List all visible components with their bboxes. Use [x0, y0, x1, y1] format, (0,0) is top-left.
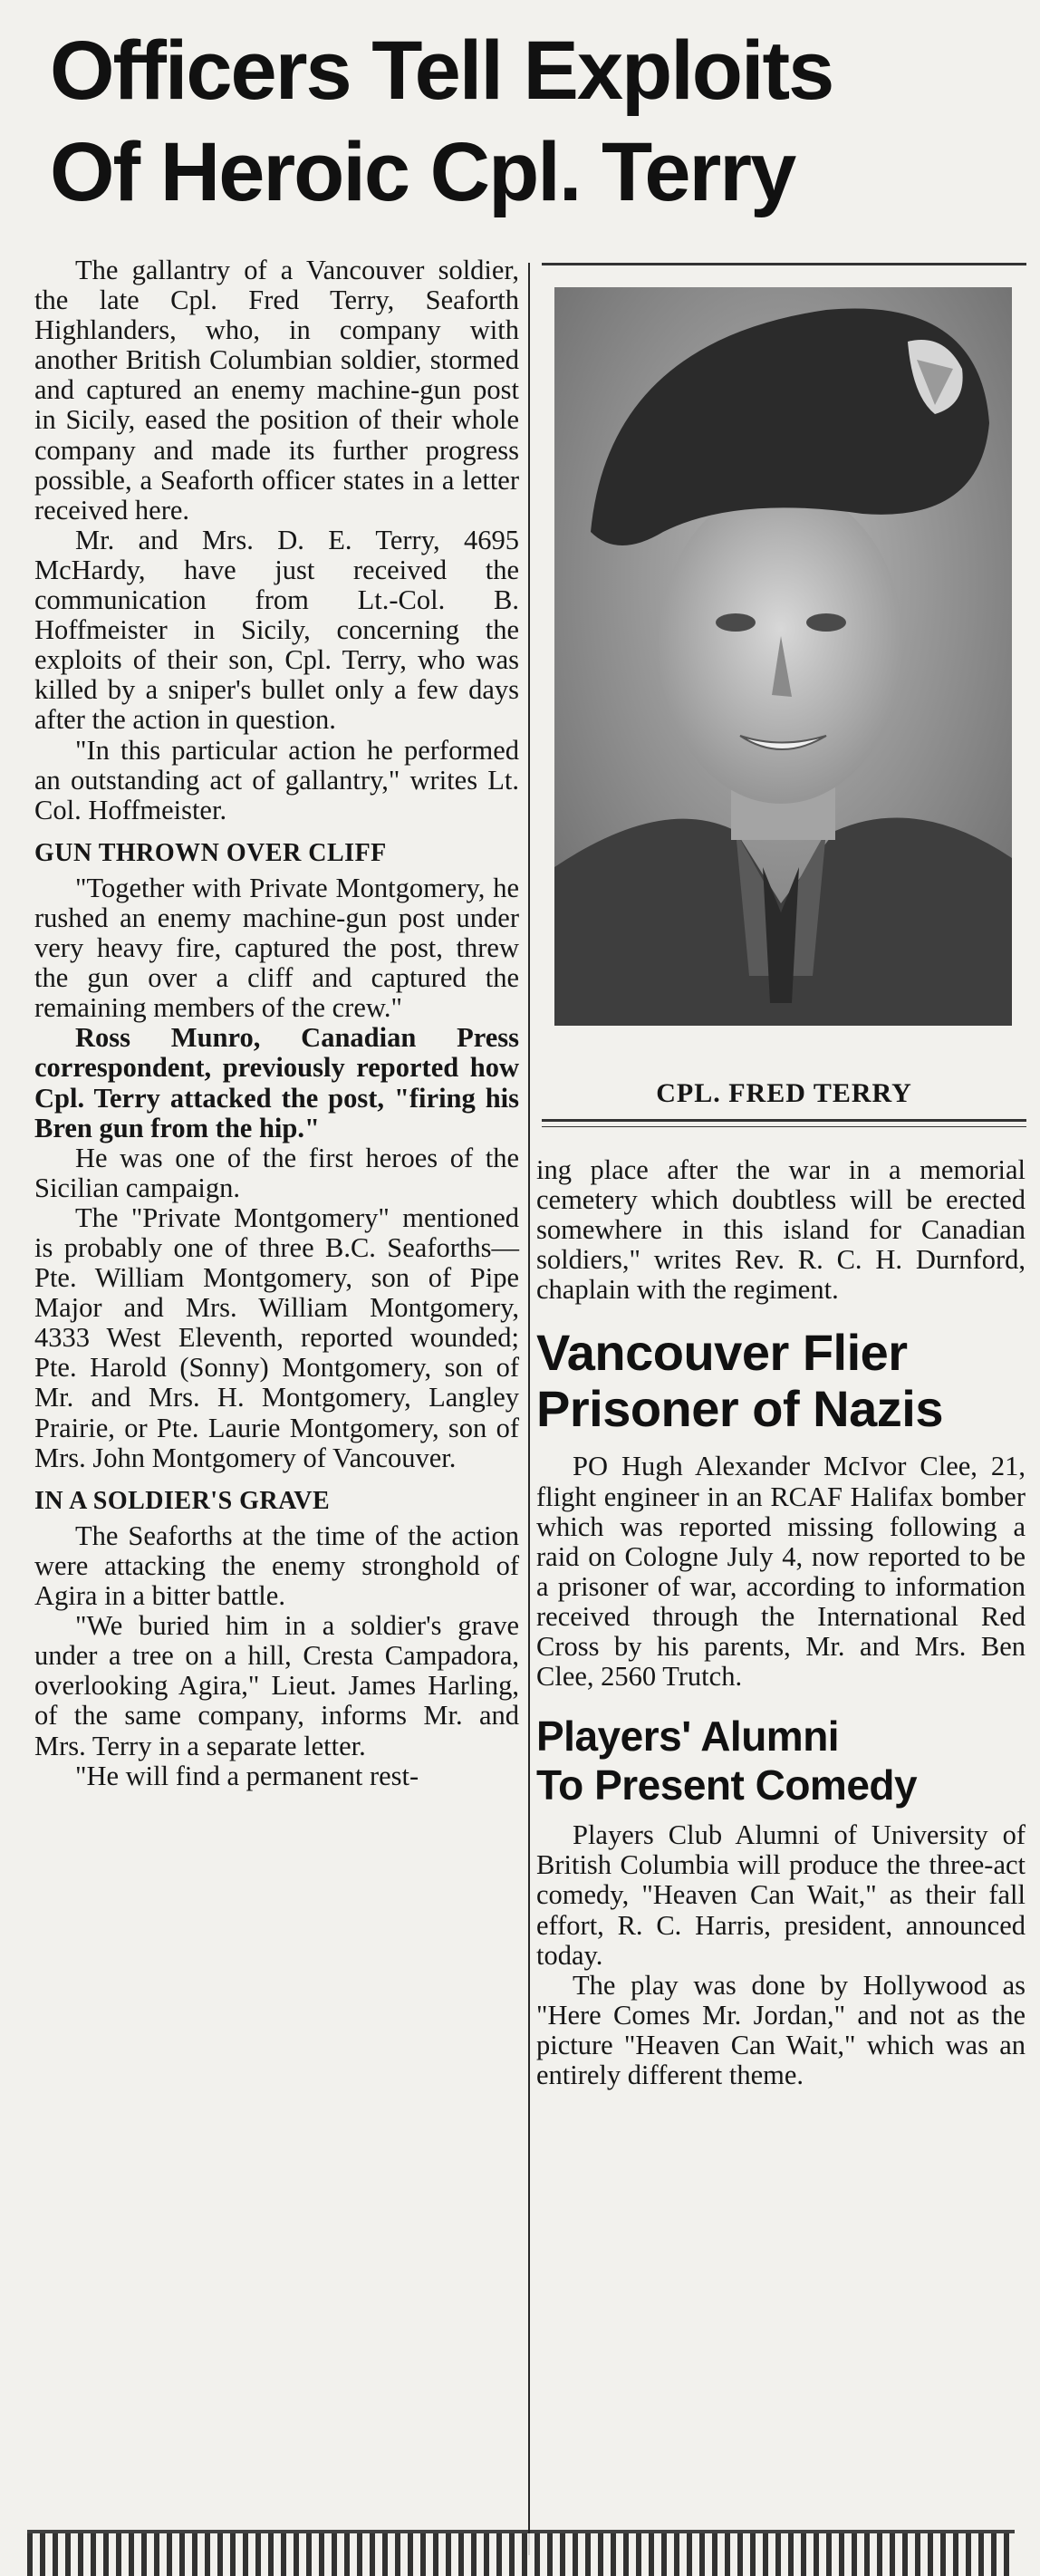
- main-story-paragraph: "In this particular action he performed an outstanding act of gallantry," writes Lt. Col. Hoffmeister.: [34, 734, 519, 825]
- story2-headline-line-1: Vancouver Flier: [536, 1324, 908, 1382]
- photo-caption: CPL. FRED TERRY: [656, 1078, 912, 1108]
- subhead-gun-thrown: GUN THROWN OVER CLIFF: [34, 838, 387, 867]
- caption-rule: [542, 1119, 1026, 1122]
- headline-line-2: Of Heroic Cpl. Terry: [50, 126, 795, 218]
- main-story-paragraph: The Seaforths at the time of the action were attacking the enemy stronghold of Agira in a bitter battle.: [34, 1520, 519, 1612]
- soldier-portrait-image: [554, 287, 1012, 1026]
- story3-paragraph: The play was done by Hollywood as "Here Comes Mr. Jordan," and not as the picture "Heaven Can Wait," which was an entirely different theme.: [536, 1969, 1026, 2090]
- main-story-paragraph: "He will find a permanent rest-: [75, 1760, 419, 1791]
- main-story-paragraph: "We buried him in a soldier's grave under a tree on a hill, Cresta Campadora, overlooking Agira," Lieut. James Harling, of the same company, informs Mr. and Mrs. Terry in a separate letter.: [34, 1610, 519, 1761]
- main-story-column: [34, 256, 519, 1791]
- main-story-continuation: ing place after the war in a memorial cemetery which doubtless will be erected somewhere in this island for Canadian soldiers," writes Rev. R. C. H. Durnford, chaplain with the regiment.: [536, 1154, 1026, 1306]
- column-divider: [528, 263, 530, 2555]
- story2-headline-line-2: Prisoner of Nazis: [536, 1380, 943, 1438]
- story2-body: PO Hugh Alexander McIvor Clee, 21, flight engineer in an RCAF Halifax bomber which was reported missing following a raid on Cologne July 4, now reported to be a prisoner of war, according to information received through the International Red Cross by his parents, Mr. and Mrs. Ben Clee, 2560 Trutch.: [536, 1451, 1026, 1693]
- right-column: [536, 1155, 1026, 2090]
- main-story-paragraph: He was one of the first heroes of the Sicilian campaign.: [34, 1142, 519, 1203]
- story3-headline-line-1: Players' Alumni: [536, 1713, 840, 1761]
- main-story-paragraph: "Together with Private Montgomery, he rushed an enemy machine-gun post under very heavy fire, captured the post, threw the gun over a cliff and captured the remaining members of the crew.": [34, 872, 519, 1024]
- main-story-paragraph: Mr. and Mrs. D. E. Terry, 4695 McHardy, have just received the communication from Lt.-Col. B. Hoffmeister in Sicily, concerning the exploits of their son, Cpl. Terry, who was killed by a sniper's bullet only a few days after the action in question.: [34, 524, 519, 736]
- bottom-decorative-border: [27, 2530, 1015, 2576]
- portrait-photo: [554, 287, 1012, 1026]
- story2-headline: [536, 1325, 1026, 1437]
- photo-top-rule: [542, 263, 1026, 265]
- story3-headline-line-2: To Present Comedy: [536, 1761, 918, 1809]
- story3-paragraph: Players Club Alumni of University of British Columbia will produce the three-act comedy, "Heaven Can Wait," as their fall effort, R. C. Harris, president, announced today.: [536, 1819, 1026, 1971]
- page-headline: [50, 20, 1010, 223]
- caption-rule-thin: [542, 1126, 1026, 1127]
- munro-report-paragraph: Ross Munro, Canadian Press correspondent, previously reported how Cpl. Terry attacked the post, "firing his Bren gun from the hip.": [34, 1022, 519, 1143]
- story3-headline: [536, 1712, 1026, 1809]
- main-story-paragraph: The "Private Montgomery" mentioned is probably one of three B.C. Seaforths—Pte. William Montgomery, son of Pipe Major and Mrs. William Montgomery, 4333 West Eleventh, reported wounded; Pte. Harold (Sonny) Montgomery, son of Mr. and Mrs. H. Montgomery, Langley Prairie, or Pte. Laurie Montgomery, son of Mrs. John Montgomery of Vancouver.: [34, 1201, 519, 1473]
- subhead-soldiers-grave: IN A SOLDIER'S GRAVE: [34, 1486, 331, 1515]
- main-story-paragraph: The gallantry of a Vancouver soldier, the late Cpl. Fred Terry, Seaforth Highlanders, who, in company with another British Columbian soldier, stormed and captured an enemy machine-gun post in Sicily, eased the position of their whole company and made its further progress possible, a Seaforth officer states in a letter received here.: [34, 255, 519, 526]
- headline-line-1: Officers Tell Exploits: [50, 24, 833, 117]
